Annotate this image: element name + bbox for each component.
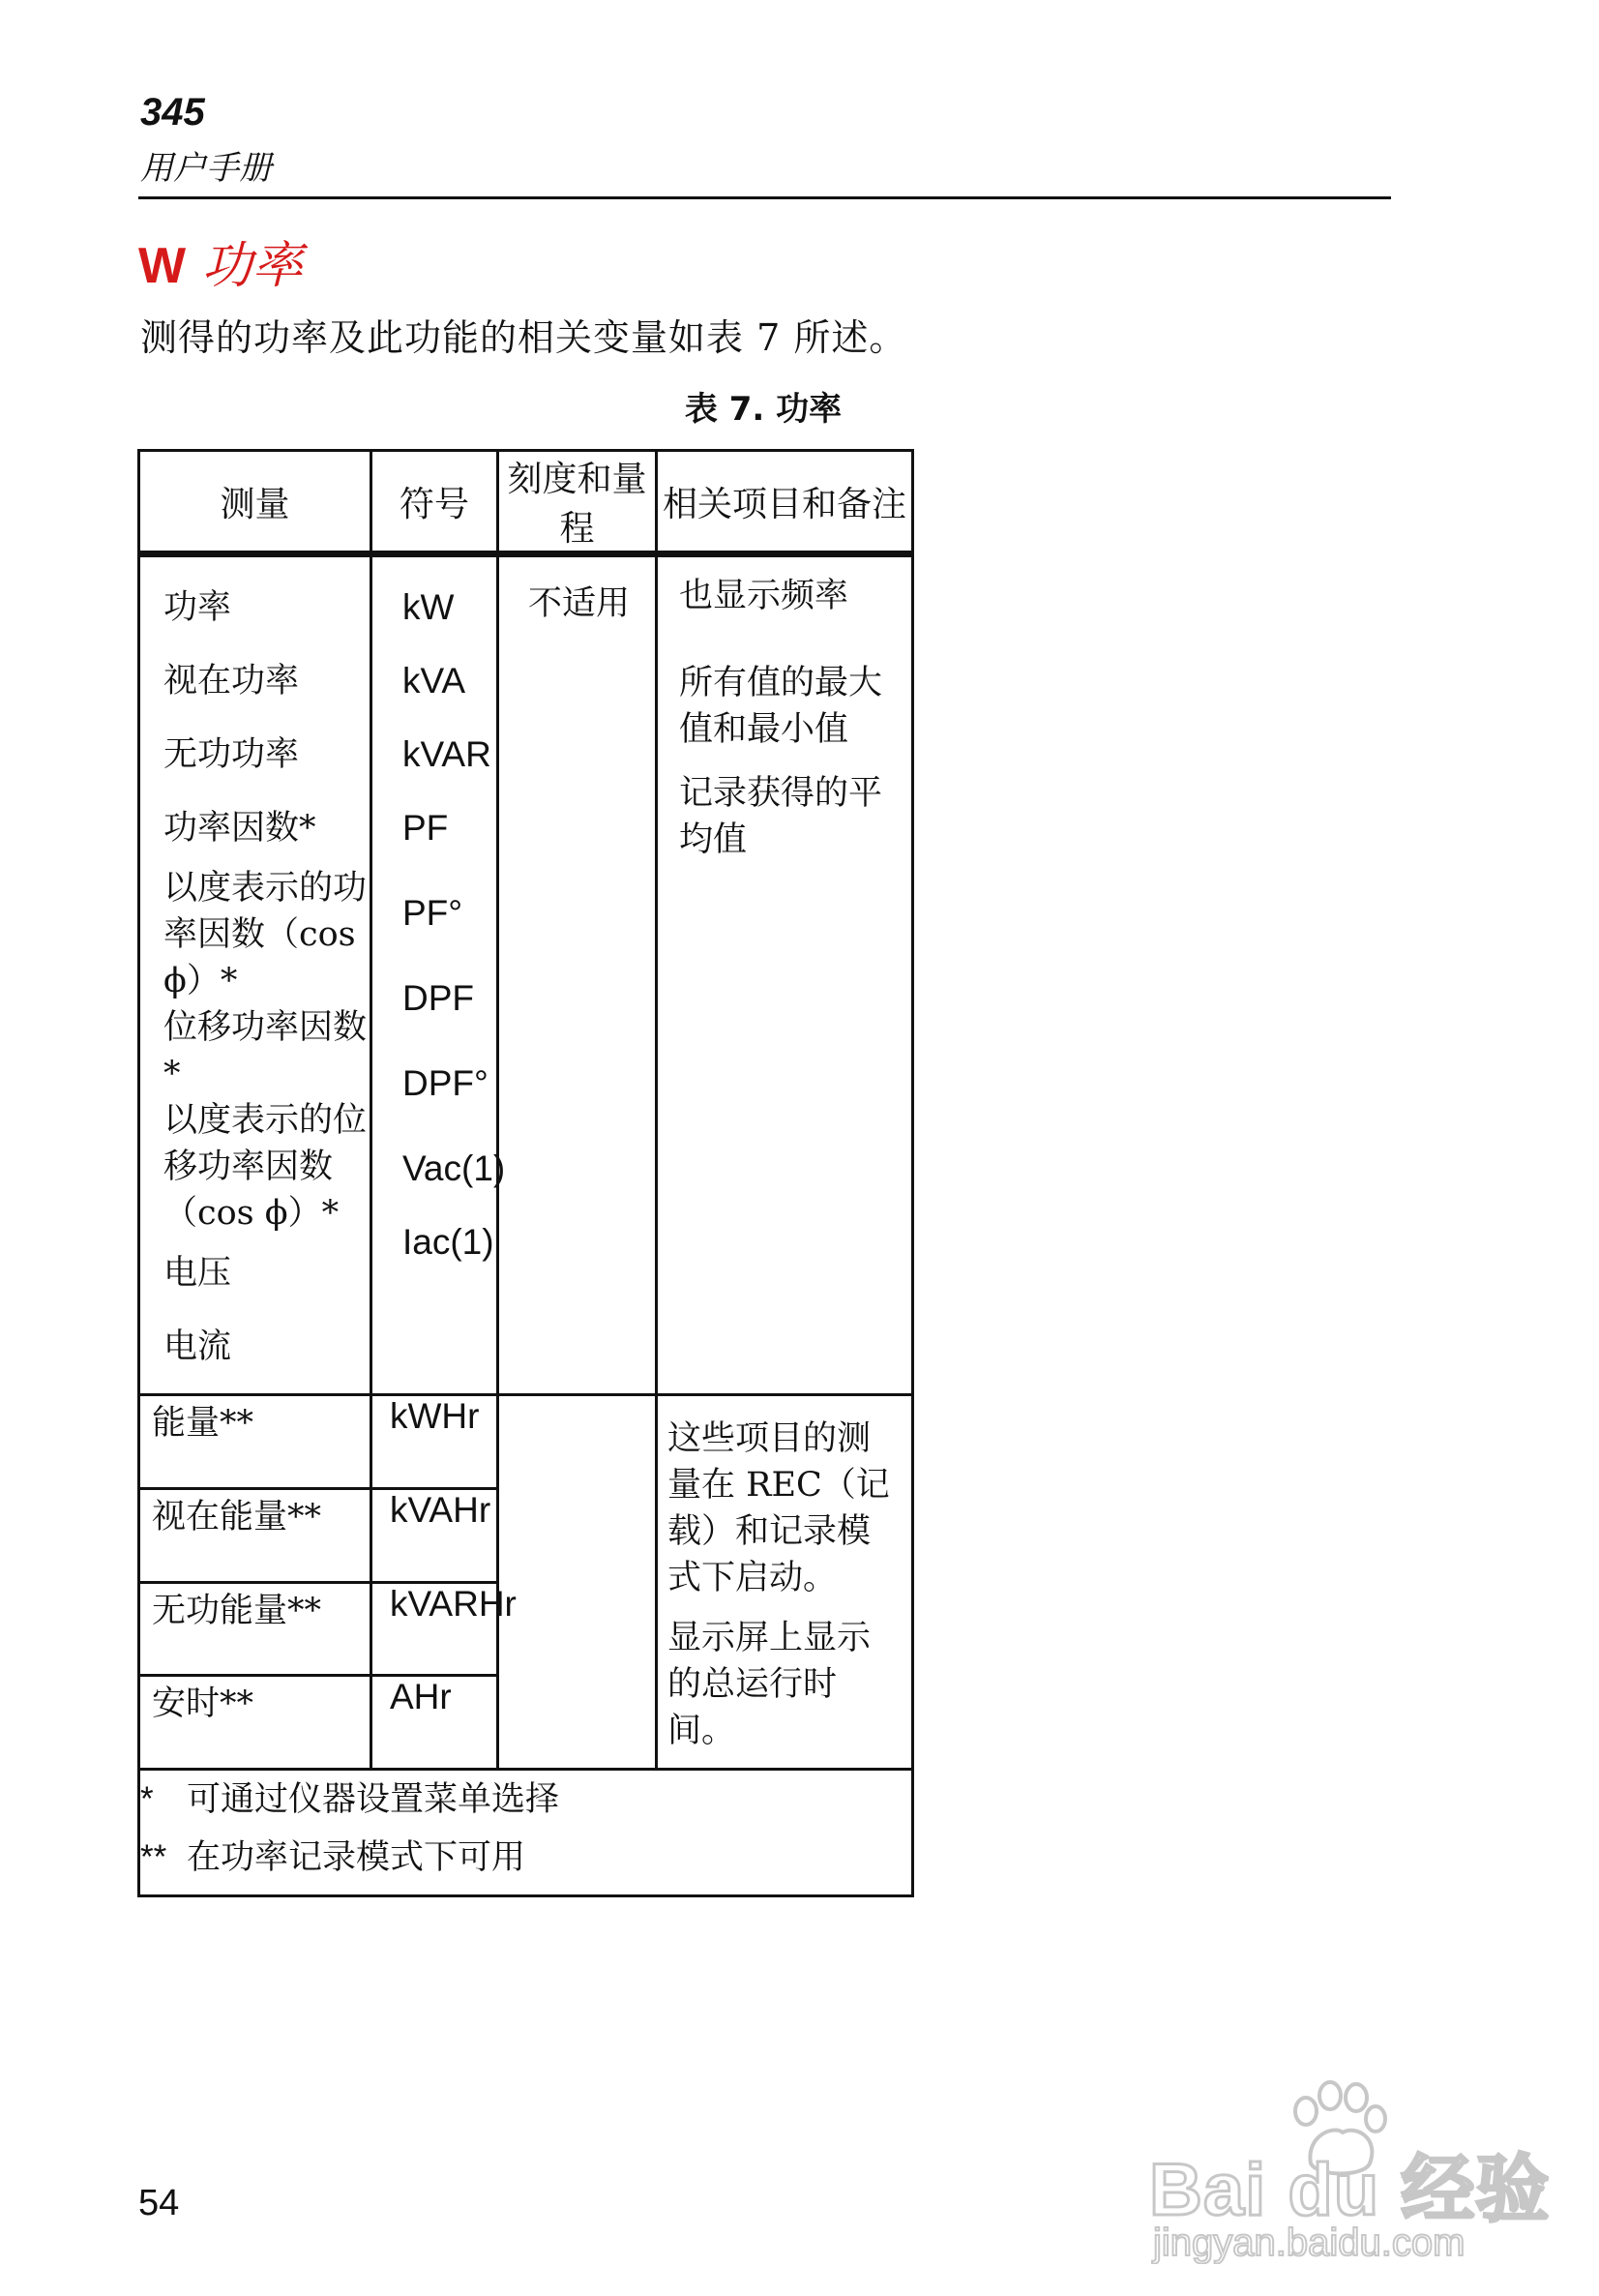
section-title-text: 功率 (201, 237, 303, 295)
list-item: Iac(1) (402, 1222, 494, 1262)
footnote-mark: * (140, 1780, 154, 1818)
list-item: Vac(1) (402, 1148, 506, 1188)
footnote (140, 1771, 911, 1829)
list-item: PF° (402, 893, 463, 933)
list-item: 无功功率 (163, 735, 300, 774)
energy-measurement: 无功能量** (139, 1582, 371, 1676)
list-item: 以度表示的功率因数（cos ϕ）* (163, 869, 368, 1000)
list-item: 功率 (163, 588, 232, 627)
list-item: kVA (402, 661, 466, 701)
list-item: 位移功率因数* (163, 1008, 368, 1093)
table-row (139, 1395, 1318, 1489)
energy-scale-cell (498, 1395, 657, 1770)
note-text: 记录获得的平均值 (679, 774, 883, 859)
list-item: 以度表示的位移功率因数（cos ϕ）* (163, 1101, 368, 1233)
manual-subtitle: 用户手册 (140, 149, 272, 188)
header-measurement: 测量 (139, 451, 371, 554)
note-text: 也显示频率 (679, 577, 849, 615)
main-scale-cell (498, 554, 657, 1395)
energy-measurement: 视在能量** (139, 1488, 371, 1582)
header-symbol: 符号 (371, 451, 498, 554)
energy-notes-cell (657, 1395, 913, 1770)
footnotes-cell (139, 1770, 913, 1896)
main-measurements-cell (139, 554, 371, 1395)
list-item: 功率因数* (163, 809, 316, 848)
list-item: DPF° (402, 1063, 489, 1103)
footnote-text: 可通过仪器设置菜单选择 (187, 1780, 560, 1819)
energy-symbol: kVARHr (371, 1582, 498, 1676)
energy-measurement: 能量** (139, 1395, 371, 1489)
energy-symbol: kWHr (371, 1395, 498, 1489)
footnote-text: 在功率记录模式下可用 (187, 1838, 526, 1877)
intro-paragraph: 测得的功率及此功能的相关变量如表 7 所述。 (140, 316, 907, 359)
table-caption: 表 7. 功率 (684, 390, 843, 429)
note-text: 这些项目的测量在 REC（记载）和记录模式下启动。 (667, 1419, 890, 1597)
scale-value: 不适用 (528, 584, 631, 623)
list-item: 电流 (163, 1327, 232, 1366)
page-number: 54 (138, 2183, 180, 2223)
watermark-brand: Bai du 经验 (1149, 2149, 1551, 2231)
list-item: PF (402, 808, 449, 848)
header-divider (138, 196, 1391, 199)
energy-measurement: 安时** (139, 1676, 371, 1770)
footnote-row (139, 1770, 1318, 1896)
section-letter: W (138, 238, 187, 294)
list-item: DPF (402, 978, 474, 1018)
section-title (138, 224, 303, 297)
list-item: kVAR (402, 734, 491, 774)
power-table (137, 449, 1319, 1897)
main-group-row (139, 554, 1318, 1395)
footnote-mark: ** (140, 1838, 167, 1876)
list-item: kW (402, 587, 455, 627)
main-symbols-cell (371, 554, 506, 1395)
header-scale: 刻度和量程 (498, 451, 657, 554)
list-item: 视在功率 (163, 662, 300, 701)
main-notes-cell (657, 554, 913, 1395)
footnote (140, 1829, 911, 1887)
note-text: 所有值的最大值和最小值 (679, 664, 883, 749)
manual-model: 345 (140, 91, 205, 134)
note-text: 显示屏上显示的总运行时间。 (667, 1619, 872, 1750)
energy-symbol: AHr (371, 1676, 498, 1770)
baidu-watermark (1149, 2078, 1551, 2272)
list-item: 电压 (163, 1254, 232, 1293)
energy-symbol: kVAHr (371, 1488, 498, 1582)
watermark-url: jingyan.baidu.com (1153, 2221, 1466, 2264)
header-notes: 相关项目和备注 (657, 451, 913, 554)
